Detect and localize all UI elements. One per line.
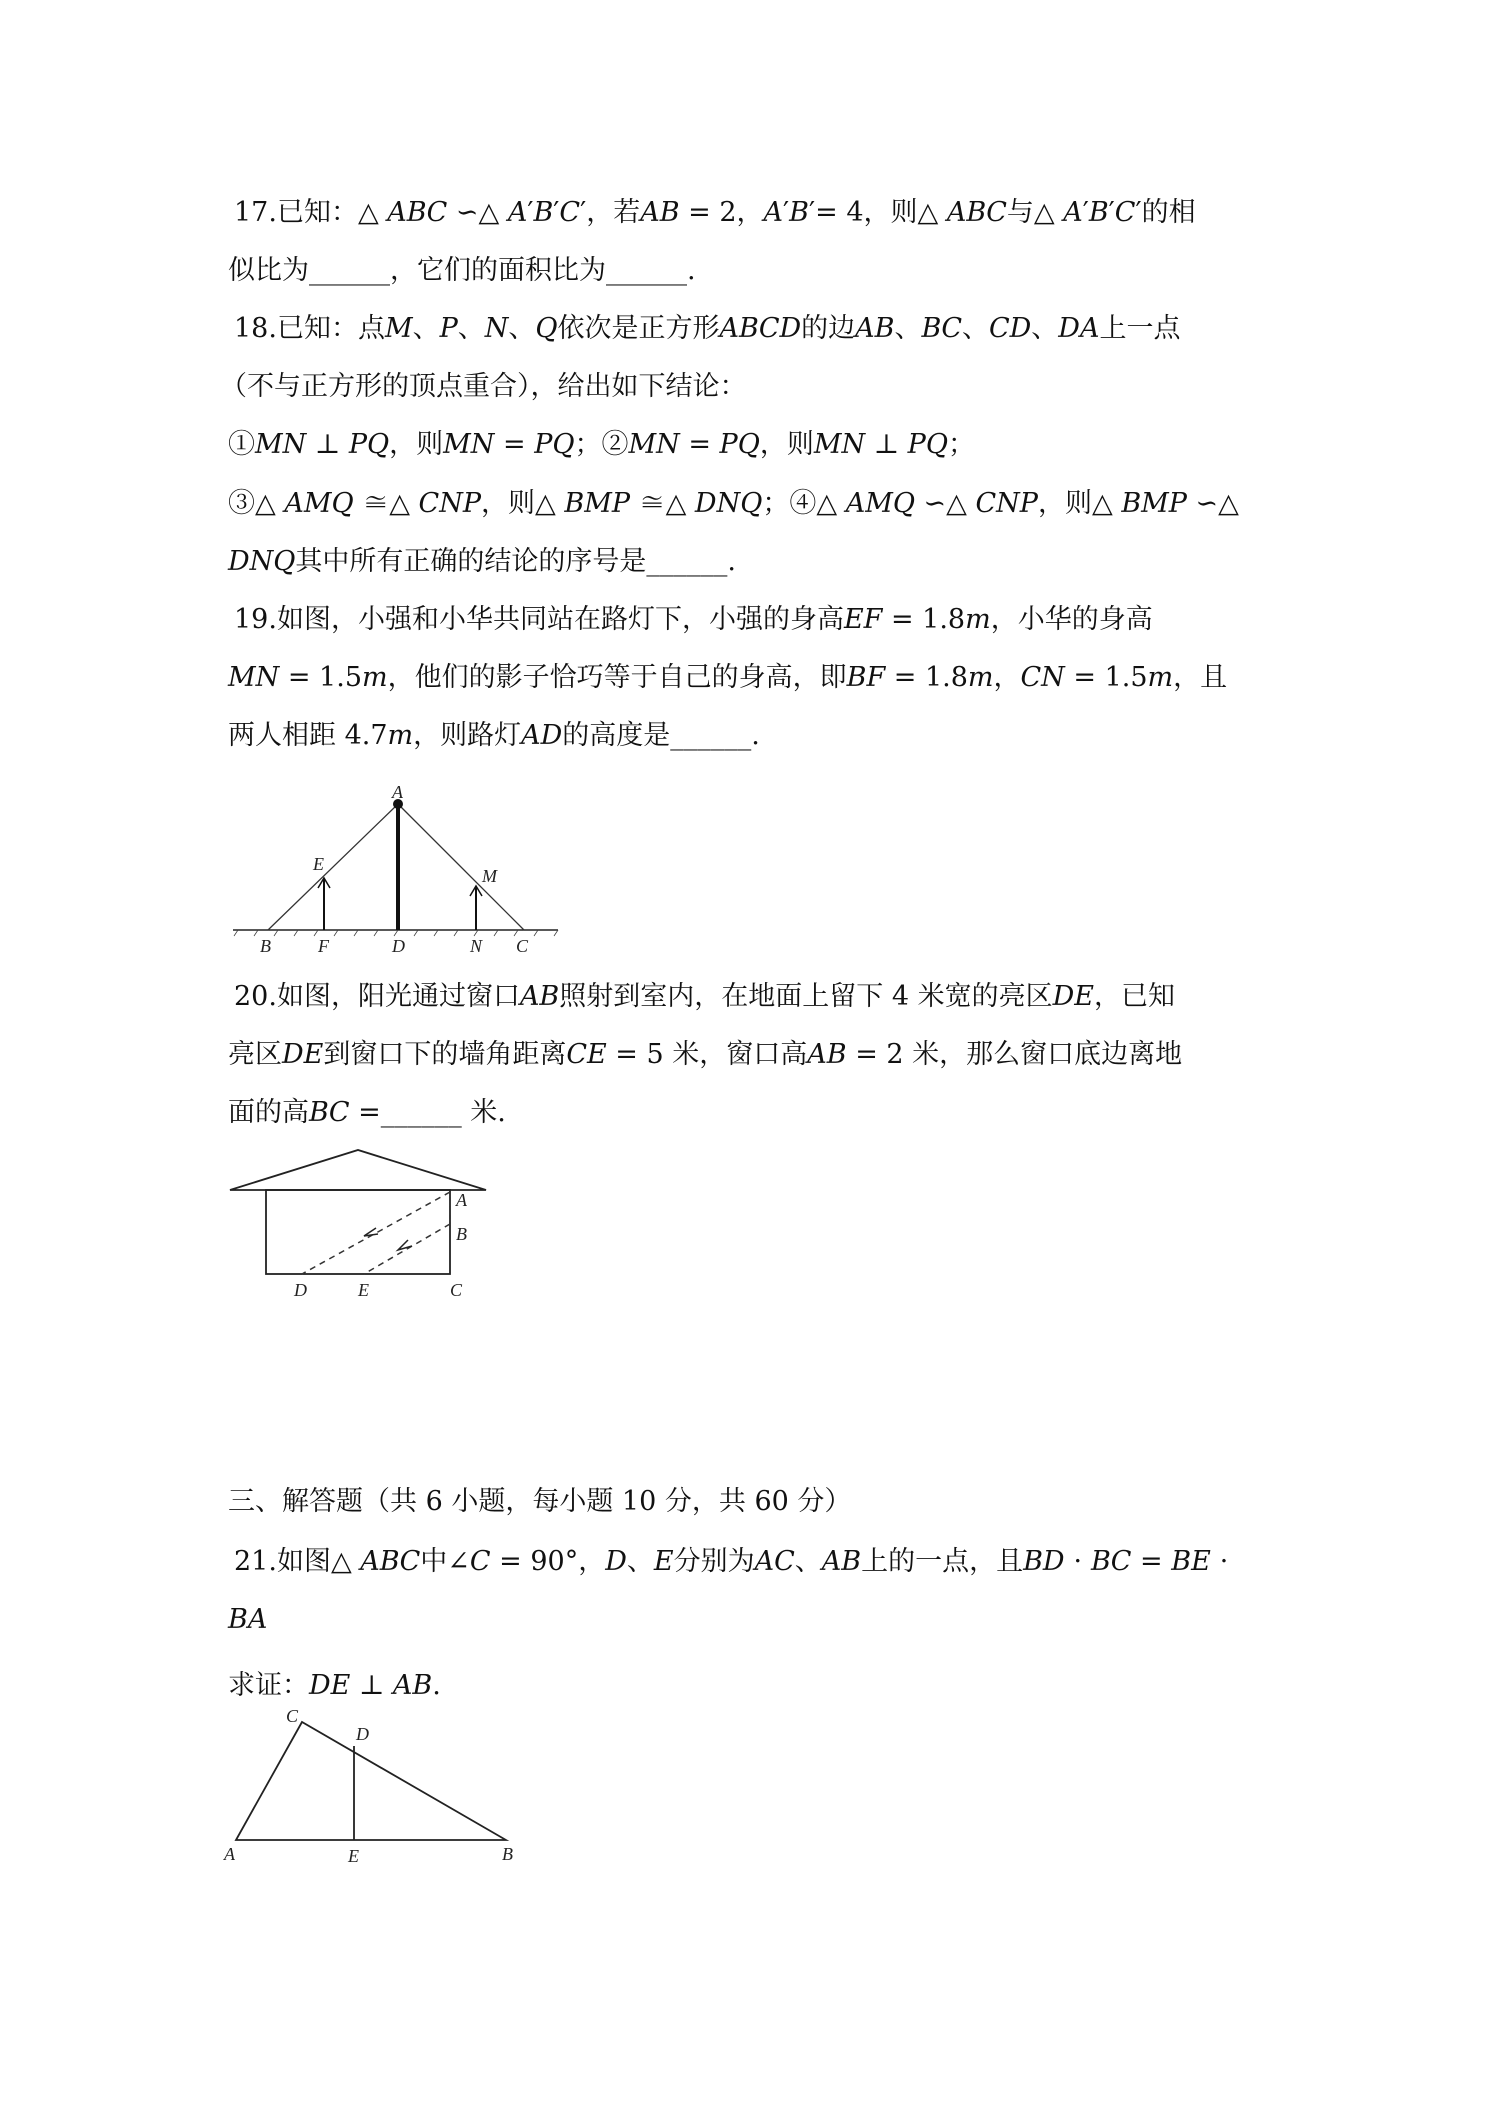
question-19-line-3: 两人相距 4.7𝑚，则路灯𝐴𝐷的高度是______. [228, 720, 760, 751]
label-D: D [356, 1724, 369, 1744]
label-M: M [482, 866, 497, 886]
question-20-line-3: 面的高𝐵𝐶 =______ 米. [228, 1097, 506, 1128]
label-A: A [456, 1190, 467, 1210]
label-B: B [502, 1844, 513, 1864]
question-21-line-3: 求证：𝐷𝐸 ⊥ 𝐴𝐵. [228, 1670, 441, 1701]
figure-19-streetlamp [228, 782, 568, 962]
question-18-line-1: 18.已知：点𝑀、𝑃、𝑁、𝑄依次是正方形𝐴𝐵𝐶𝐷的边𝐴𝐵、𝐵𝐶、𝐶𝐷、𝐷𝐴上一点 [234, 313, 1181, 344]
label-C: C [516, 936, 529, 956]
question-18-line-4: ③△ 𝐴𝑀𝑄 ≅△ 𝐶𝑁𝑃，则△ 𝐵𝑀𝑃 ≅△ 𝐷𝑁𝑄；④△ 𝐴𝑀𝑄 ∽△ 𝐶𝑁𝑃，则△ 𝐵𝑀𝑃 ∽△ [228, 488, 1239, 519]
question-20-line-2: 亮区𝐷𝐸到窗口下的墙角距离𝐶𝐸 = 5 米，窗口高𝐴𝐵 = 2 米，那么窗口底边离地 [228, 1039, 1183, 1070]
label-D: D [294, 1280, 307, 1300]
question-20-line-1: 20.如图，阳光通过窗口𝐴𝐵照射到室内，在地面上留下 4 米宽的亮区𝐷𝐸，已知 [234, 981, 1175, 1012]
section-3-heading: 三、解答题（共 6 小题，每小题 10 分，共 60 分） [228, 1486, 852, 1517]
label-C: C [286, 1706, 299, 1726]
question-18-line-2: （不与正方形的顶点重合），给出如下结论： [220, 371, 747, 402]
question-18-line-5: 𝐷𝑁𝑄其中所有正确的结论的序号是______. [228, 546, 736, 577]
figure-21-triangle [222, 1706, 542, 1880]
label-E: E [348, 1846, 359, 1866]
question-19-line-2: 𝑀𝑁 = 1.5𝑚，他们的影子恰巧等于自己的身高，即𝐵𝐹 = 1.8𝑚，𝐶𝑁 = 1.5𝑚，且 [228, 662, 1228, 693]
label-B: B [260, 936, 271, 956]
label-F: F [318, 936, 329, 956]
figure-20-window [228, 1140, 508, 1310]
label-B: B [456, 1224, 467, 1244]
question-21-line-2: 𝐵𝐴 [228, 1604, 268, 1635]
label-E: E [313, 854, 324, 874]
question-21-line-1: 21.如图△ 𝐴𝐵𝐶中∠𝐶 = 90°，𝐷、𝐸分别为𝐴𝐶、𝐴𝐵上的一点，且𝐵𝐷 ⋅ 𝐵𝐶 = 𝐵𝐸 ⋅ [234, 1546, 1229, 1577]
question-17-line-1: 17.已知：△ 𝐴𝐵𝐶 ∽△ 𝐴′𝐵′𝐶′，若𝐴𝐵 = 2，𝐴′𝐵′= 4，则△ 𝐴𝐵𝐶与△ 𝐴′𝐵′𝐶′的相 [234, 197, 1196, 228]
label-E: E [358, 1280, 369, 1300]
question-17-line-2: 似比为______，它们的面积比为______. [228, 255, 696, 286]
label-A: A [224, 1844, 235, 1864]
question-18-line-3: ①𝑀𝑁 ⊥ 𝑃𝑄，则𝑀𝑁 = 𝑃𝑄；②𝑀𝑁 = 𝑃𝑄，则𝑀𝑁 ⊥ 𝑃𝑄； [228, 429, 975, 460]
label-N: N [470, 936, 483, 956]
label-D: D [392, 936, 405, 956]
question-19-line-1: 19.如图，小强和小华共同站在路灯下，小强的身高𝐸𝐹 = 1.8𝑚，小华的身高 [234, 604, 1153, 635]
label-C: C [450, 1280, 463, 1300]
label-A: A [392, 782, 403, 802]
